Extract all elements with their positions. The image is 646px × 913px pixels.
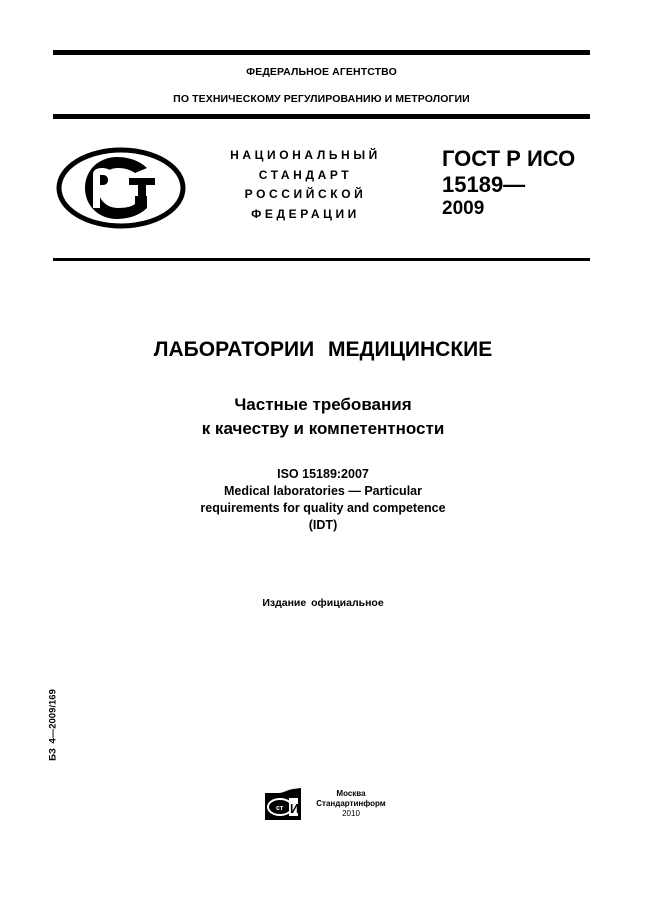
svg-text:ст: ст (276, 805, 284, 812)
header-bottom-rule (53, 114, 590, 119)
standard-designation (442, 146, 575, 220)
national-line-2: СТАНДАРТ (258, 167, 353, 182)
publisher-city: Москва (336, 789, 366, 798)
national-line-4: ФЕДЕРАЦИИ (251, 206, 360, 221)
agency-line-2: ПО ТЕХНИЧЕСКОМУ РЕГУЛИРОВАНИЮ И МЕТРОЛОГИИ (173, 93, 470, 105)
publisher-year: 2010 (342, 809, 360, 818)
subtitle-line-1: Частные требования (234, 395, 412, 414)
iso-title-line-2: requirements for quality and competence (200, 501, 446, 515)
iso-code: ISO 15189:2007 (277, 467, 369, 481)
iso-equivalence: (IDT) (308, 518, 338, 532)
top-rule (53, 50, 590, 55)
publisher-name: Стандартинформ (316, 799, 386, 808)
designation-line-3: 2009 (442, 198, 485, 219)
svg-text:И: И (290, 801, 300, 816)
subtitle-line-2: к качеству и компетентности (201, 419, 445, 438)
publisher-info (306, 789, 396, 819)
standard-block-rule (53, 258, 590, 261)
side-note: БЗ 4—2009/169 (47, 689, 59, 761)
iso-reference (0, 466, 646, 534)
standartinform-logo-icon (263, 787, 303, 821)
agency-line-1: ФЕДЕРАЛЬНОЕ АГЕНТСТВО (246, 66, 397, 78)
document-title: ЛАБОРАТОРИИ МЕДИЦИНСКИЕ (153, 338, 493, 361)
edition-label: Издание официальное (262, 597, 384, 609)
designation-line-1: ГОСТ Р ИСО (442, 146, 576, 171)
designation-line-2: 15189— (442, 172, 526, 197)
document-subtitle (0, 393, 646, 441)
iso-title-line-1: Medical laboratories — Particular (224, 484, 422, 498)
gost-r-emblem-icon (55, 146, 187, 230)
national-line-1: НАЦИОНАЛЬНЫЙ (230, 148, 381, 162)
national-line-3: РОССИЙСКОЙ (244, 187, 367, 201)
national-standard-label (213, 146, 398, 224)
